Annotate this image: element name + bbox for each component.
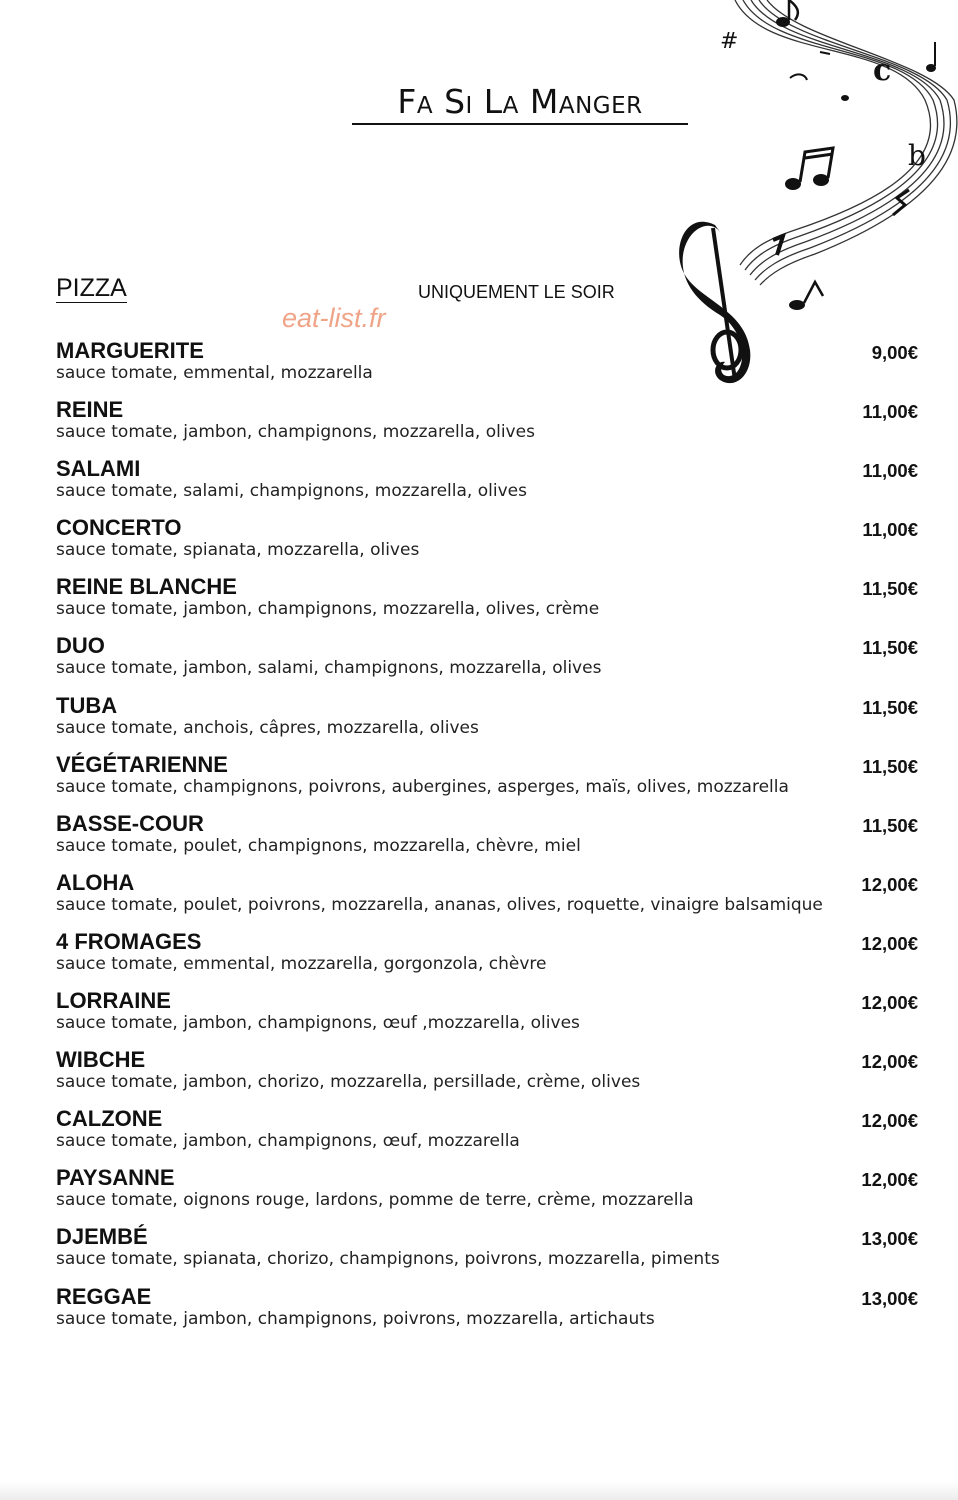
item-description: sauce tomate, jambon, champignons, mozzarella, olives (56, 422, 535, 443)
item-description: sauce tomate, jambon, champignons, poivrons, mozzarella, artichauts (56, 1308, 655, 1329)
item-price: 9,00€ (871, 342, 918, 363)
item-price: 11,50€ (862, 696, 918, 718)
svg-text:b: b (908, 139, 926, 172)
page-bottom-edge (0, 1482, 958, 1500)
item-description: sauce tomate, poulet, champignons, mozzarella, chèvre, miel (56, 835, 581, 856)
item-description: sauce tomate, jambon, champignons, œuf, mozzarella (56, 1131, 520, 1152)
item-name: CONCERTO (56, 515, 182, 541)
item-name: TUBA (56, 692, 118, 718)
menu-item (56, 456, 926, 515)
item-name: REGGAE (56, 1283, 152, 1309)
item-price: 12,00€ (861, 873, 918, 895)
item-description: sauce tomate, salami, champignons, mozzarella, olives (56, 481, 527, 502)
item-price: 12,00€ (861, 992, 918, 1014)
item-name: DJEMBÉ (56, 1224, 148, 1250)
menu-item (56, 397, 926, 456)
item-name: WIBCHE (56, 1047, 146, 1073)
item-description: sauce tomate, jambon, champignons, œuf ,mozzarella, olives (56, 1013, 580, 1034)
item-price: 12,00€ (861, 1110, 918, 1132)
item-price: 11,50€ (862, 637, 918, 659)
item-name: PAYSANNE (56, 1165, 175, 1191)
menu-item (56, 633, 926, 692)
menu-item (56, 1165, 926, 1224)
item-description: sauce tomate, champignons, poivrons, aubergines, asperges, maïs, olives, mozzarella (56, 776, 789, 797)
item-name: ALOHA (56, 869, 135, 895)
section-title: PIZZA (56, 274, 127, 302)
item-description: sauce tomate, spianata, mozzarella, olives (56, 540, 420, 561)
item-description: sauce tomate, anchois, câpres, mozzarella, olives (56, 717, 479, 738)
item-price: 11,50€ (862, 578, 918, 600)
item-description: sauce tomate, emmental, mozzarella, gorgonzola, chèvre (56, 953, 547, 974)
item-description: sauce tomate, poulet, poivrons, mozzarella, ananas, olives, roquette, vinaigre balsamique (56, 894, 823, 915)
item-name: LORRAINE (56, 988, 171, 1014)
menu-item (56, 1106, 926, 1165)
menu-item (56, 870, 926, 929)
item-description: sauce tomate, spianata, chorizo, champignons, poivrons, mozzarella, piments (56, 1249, 720, 1270)
item-description: sauce tomate, emmental, mozzarella (56, 363, 373, 383)
item-name: REINE BLANCHE (56, 574, 237, 600)
svg-text:c: c (873, 53, 892, 88)
restaurant-title: Fa Si La Manger (352, 82, 688, 125)
menu-item (56, 1047, 926, 1106)
item-description: sauce tomate, jambon, chorizo, mozzarella, persillade, crème, olives (56, 1072, 641, 1093)
item-name: BASSE-COUR (56, 810, 204, 836)
item-name: SALAMI (56, 456, 141, 482)
menu-item (56, 988, 926, 1047)
item-name: MARGUERITE (56, 338, 204, 363)
item-price: 12,00€ (861, 1051, 918, 1073)
music-notes-icon (655, 0, 958, 390)
section-subtitle: UNIQUEMENT LE SOIR (418, 282, 615, 302)
menu-item (56, 515, 926, 574)
item-name: 4 FROMAGES (56, 928, 202, 954)
watermark: eat-list.fr (282, 303, 386, 333)
menu-item (56, 1284, 926, 1343)
item-price: 13,00€ (861, 1287, 918, 1309)
menu-item (56, 811, 926, 870)
menu-item (56, 752, 926, 811)
item-price: 11,50€ (862, 755, 918, 777)
item-price: 12,00€ (861, 1169, 918, 1191)
item-name: DUO (56, 633, 105, 659)
item-description: sauce tomate, jambon, salami, champignons, mozzarella, olives (56, 658, 602, 679)
menu-item (56, 338, 926, 397)
item-description: sauce tomate, jambon, champignons, mozzarella, olives, crème (56, 599, 600, 620)
menu-item (56, 1224, 926, 1283)
item-price: 11,50€ (862, 814, 918, 836)
item-name: CALZONE (56, 1106, 163, 1132)
menu-item (56, 929, 926, 988)
item-price: 11,00€ (862, 401, 918, 423)
item-name: REINE (56, 397, 124, 423)
item-price: 11,00€ (862, 460, 918, 482)
menu-item (56, 574, 926, 633)
item-price: 13,00€ (861, 1228, 918, 1250)
item-price: 11,00€ (862, 519, 918, 541)
item-name: VÉGÉTARIENNE (56, 751, 228, 777)
item-description: sauce tomate, oignons rouge, lardons, pomme de terre, crème, mozzarella (56, 1190, 694, 1211)
menu-items-list (56, 338, 926, 1343)
menu-item (56, 693, 926, 752)
item-price: 12,00€ (861, 932, 918, 954)
svg-text:#: # (720, 29, 739, 54)
